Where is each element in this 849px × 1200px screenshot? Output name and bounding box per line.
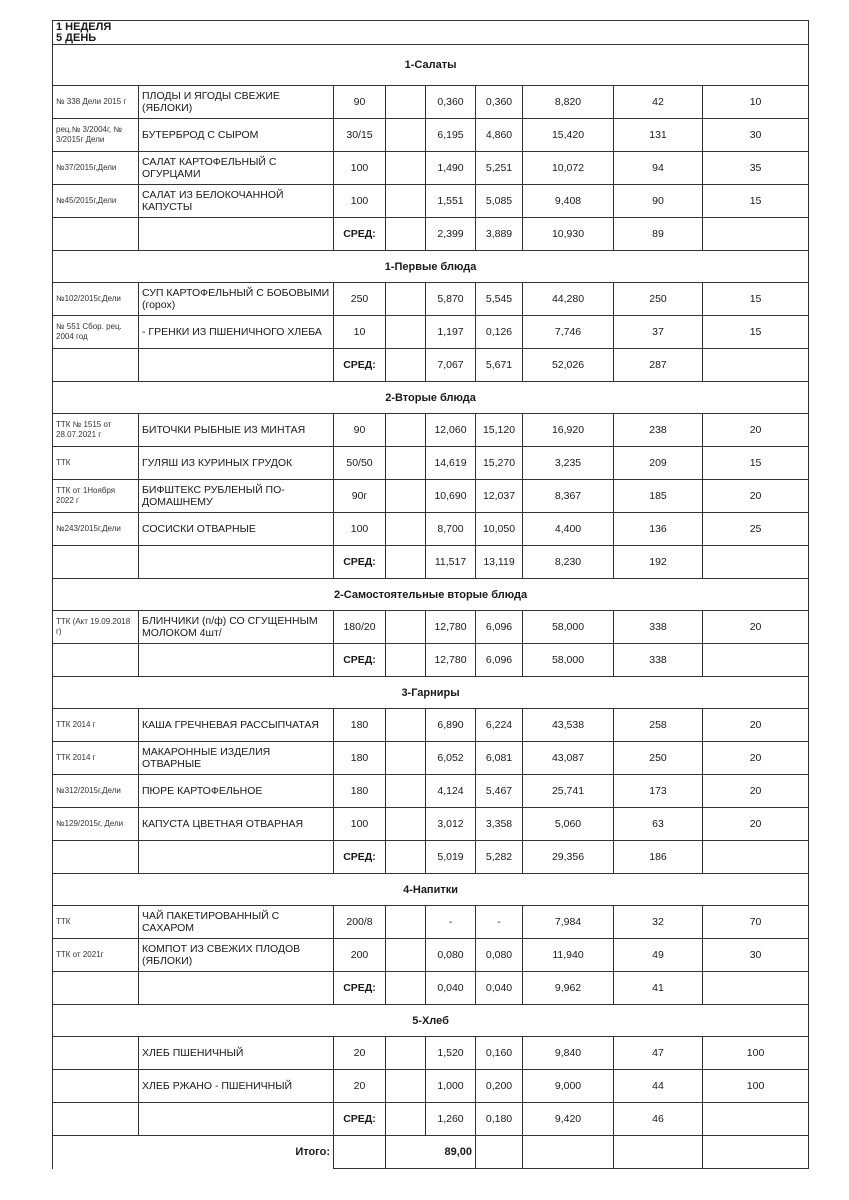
fat-value: 6,224 (476, 709, 523, 742)
dish-row (53, 775, 809, 808)
protein-value: 1,490 (426, 152, 476, 185)
fat-value: 5,545 (476, 283, 523, 316)
blank-cell (139, 546, 334, 579)
blank-cell (53, 841, 139, 874)
energy-value: 185 (614, 480, 703, 513)
recipe-reference: № 551 Сбор. рец. 2004 год (53, 316, 139, 349)
carbs-value: 10,072 (523, 152, 614, 185)
portion-weight: 90 (334, 86, 386, 119)
blank-cell (703, 218, 809, 251)
avg-fat: 3,889 (476, 218, 523, 251)
energy-value: 63 (614, 808, 703, 841)
protein-value: 12,780 (426, 611, 476, 644)
energy-value: 90 (614, 185, 703, 218)
dish-name: СОСИСКИ ОТВАРНЫЕ (139, 513, 334, 546)
price-value: 15 (703, 283, 809, 316)
energy-value: 338 (614, 611, 703, 644)
blank-cell (386, 1037, 426, 1070)
blank-cell (703, 644, 809, 677)
portion-weight: 30/15 (334, 119, 386, 152)
average-label: СРЕД: (334, 841, 386, 874)
recipe-reference: ТТК № 1515 от 28.07.2021 г (53, 414, 139, 447)
dish-name: ЧАЙ ПАКЕТИРОВАННЫЙ С САХАРОМ (139, 906, 334, 939)
recipe-reference: №129/2015г, Дели (53, 808, 139, 841)
section-title: 3-Гарниры (53, 677, 809, 709)
price-value: 10 (703, 86, 809, 119)
recipe-reference: ТТК (53, 906, 139, 939)
fat-value: 5,467 (476, 775, 523, 808)
total-value: 89,00 (386, 1136, 476, 1169)
average-label: СРЕД: (334, 644, 386, 677)
recipe-reference: №37/2015г,Дели (53, 152, 139, 185)
protein-value: 10,690 (426, 480, 476, 513)
dish-name: ГУЛЯШ ИЗ КУРИНЫХ ГРУДОК (139, 447, 334, 480)
blank-cell (386, 906, 426, 939)
dish-name: КАША ГРЕЧНЕВАЯ РАССЫПЧАТАЯ (139, 709, 334, 742)
avg-energy: 287 (614, 349, 703, 382)
price-value: 15 (703, 316, 809, 349)
protein-value: 6,195 (426, 119, 476, 152)
section-header (53, 579, 809, 611)
protein-value: 0,360 (426, 86, 476, 119)
carbs-value: 25,741 (523, 775, 614, 808)
week-label: 1 НЕДЕЛЯ (56, 21, 112, 33)
carbs-value: 11,940 (523, 939, 614, 972)
average-row (53, 349, 809, 382)
section-header (53, 251, 809, 283)
dish-name: КАПУСТА ЦВЕТНАЯ ОТВАРНАЯ (139, 808, 334, 841)
avg-fat: 5,282 (476, 841, 523, 874)
section-title: 1-Первые блюда (53, 251, 809, 283)
dish-name: БИТОЧКИ РЫБНЫЕ ИЗ МИНТАЯ (139, 414, 334, 447)
fat-value: 0,360 (476, 86, 523, 119)
price-value: 30 (703, 939, 809, 972)
energy-value: 209 (614, 447, 703, 480)
avg-protein: 11,517 (426, 546, 476, 579)
dish-name: ХЛЕБ РЖАНО - ПШЕНИЧНЫЙ (139, 1070, 334, 1103)
portion-weight: 90 (334, 414, 386, 447)
protein-value: 6,890 (426, 709, 476, 742)
blank-cell (53, 644, 139, 677)
section-header (53, 382, 809, 414)
blank-cell (53, 546, 139, 579)
blank-cell (614, 1136, 703, 1169)
blank-cell (703, 1103, 809, 1136)
blank-cell (386, 185, 426, 218)
protein-value: 5,870 (426, 283, 476, 316)
blank-cell (386, 447, 426, 480)
energy-value: 238 (614, 414, 703, 447)
protein-value: - (426, 906, 476, 939)
dish-row (53, 939, 809, 972)
price-value: 20 (703, 480, 809, 513)
blank-cell (139, 349, 334, 382)
recipe-reference: рец.№ 3/2004г, № 3/2015г Дели (53, 119, 139, 152)
fat-value: 15,120 (476, 414, 523, 447)
blank-cell (386, 283, 426, 316)
recipe-reference: №312/2015г,Дели (53, 775, 139, 808)
recipe-reference: №102/2015г,Дели (53, 283, 139, 316)
energy-value: 44 (614, 1070, 703, 1103)
protein-value: 6,052 (426, 742, 476, 775)
section-title: 2-Вторые блюда (53, 382, 809, 414)
dish-row (53, 86, 809, 119)
price-value: 20 (703, 808, 809, 841)
avg-energy: 46 (614, 1103, 703, 1136)
price-value: 25 (703, 513, 809, 546)
total-label: Итого: (53, 1136, 334, 1169)
avg-fat: 5,671 (476, 349, 523, 382)
dish-row (53, 611, 809, 644)
average-label: СРЕД: (334, 1103, 386, 1136)
section-title: 4-Напитки (53, 874, 809, 906)
blank-cell (139, 644, 334, 677)
avg-carbs: 52,026 (523, 349, 614, 382)
carbs-value: 8,367 (523, 480, 614, 513)
energy-value: 94 (614, 152, 703, 185)
blank-cell (53, 349, 139, 382)
recipe-reference (53, 1070, 139, 1103)
blank-cell (386, 1103, 426, 1136)
portion-weight: 100 (334, 185, 386, 218)
dish-name: БИФШТЕКС РУБЛЕНЫЙ ПО-ДОМАШНЕМУ (139, 480, 334, 513)
avg-energy: 89 (614, 218, 703, 251)
energy-value: 258 (614, 709, 703, 742)
dish-row (53, 152, 809, 185)
energy-value: 131 (614, 119, 703, 152)
price-value: 30 (703, 119, 809, 152)
fat-value: 10,050 (476, 513, 523, 546)
carbs-value: 43,538 (523, 709, 614, 742)
section-title: 5-Хлеб (53, 1005, 809, 1037)
avg-energy: 192 (614, 546, 703, 579)
blank-cell (386, 480, 426, 513)
carbs-value: 3,235 (523, 447, 614, 480)
portion-weight: 100 (334, 152, 386, 185)
fat-value: 6,096 (476, 611, 523, 644)
dish-name: САЛАТ ИЗ БЕЛОКОЧАННОЙ КАПУСТЫ (139, 185, 334, 218)
avg-energy: 338 (614, 644, 703, 677)
dish-row (53, 1037, 809, 1070)
energy-value: 173 (614, 775, 703, 808)
protein-value: 0,080 (426, 939, 476, 972)
total-row (53, 1136, 809, 1169)
carbs-value: 58,000 (523, 611, 614, 644)
avg-energy: 41 (614, 972, 703, 1005)
avg-carbs: 58,000 (523, 644, 614, 677)
fat-value: 5,251 (476, 152, 523, 185)
price-value: 20 (703, 414, 809, 447)
average-label: СРЕД: (334, 349, 386, 382)
carbs-value: 9,000 (523, 1070, 614, 1103)
average-row (53, 218, 809, 251)
price-value: 35 (703, 152, 809, 185)
blank-cell (386, 152, 426, 185)
portion-weight: 250 (334, 283, 386, 316)
carbs-value: 7,746 (523, 316, 614, 349)
carbs-value: 7,984 (523, 906, 614, 939)
price-value: 70 (703, 906, 809, 939)
recipe-reference: №243/2015г,Дели (53, 513, 139, 546)
dish-row (53, 185, 809, 218)
recipe-reference: ТТК 2014 г (53, 709, 139, 742)
dish-name: СУП КАРТОФЕЛЬНЫЙ С БОБОВЫМИ (горох) (139, 283, 334, 316)
carbs-value: 8,820 (523, 86, 614, 119)
portion-weight: 20 (334, 1037, 386, 1070)
blank-cell (703, 972, 809, 1005)
portion-weight: 180 (334, 742, 386, 775)
energy-value: 42 (614, 86, 703, 119)
blank-cell (139, 972, 334, 1005)
portion-weight: 90г (334, 480, 386, 513)
dish-row (53, 414, 809, 447)
protein-value: 1,000 (426, 1070, 476, 1103)
blank-cell (386, 546, 426, 579)
blank-cell (386, 316, 426, 349)
energy-value: 250 (614, 283, 703, 316)
avg-carbs: 10,930 (523, 218, 614, 251)
blank-cell (386, 218, 426, 251)
carbs-value: 43,087 (523, 742, 614, 775)
fat-value: - (476, 906, 523, 939)
avg-energy: 186 (614, 841, 703, 874)
avg-fat: 13,119 (476, 546, 523, 579)
blank-cell (53, 972, 139, 1005)
price-value: 100 (703, 1037, 809, 1070)
dish-row (53, 283, 809, 316)
average-row (53, 972, 809, 1005)
dish-name: ХЛЕБ ПШЕНИЧНЫЙ (139, 1037, 334, 1070)
average-row (53, 644, 809, 677)
fat-value: 0,200 (476, 1070, 523, 1103)
header-row (53, 21, 809, 45)
avg-protein: 12,780 (426, 644, 476, 677)
fat-value: 4,860 (476, 119, 523, 152)
blank-cell (53, 218, 139, 251)
blank-cell (386, 611, 426, 644)
section-header (53, 45, 809, 86)
recipe-reference: ТТК от 1Ноября 2022 г (53, 480, 139, 513)
portion-weight: 200 (334, 939, 386, 972)
avg-protein: 7,067 (426, 349, 476, 382)
carbs-value: 4,400 (523, 513, 614, 546)
carbs-value: 44,280 (523, 283, 614, 316)
blank-cell (139, 1103, 334, 1136)
carbs-value: 9,840 (523, 1037, 614, 1070)
protein-value: 1,520 (426, 1037, 476, 1070)
protein-value: 1,551 (426, 185, 476, 218)
avg-carbs: 9,962 (523, 972, 614, 1005)
dish-name: БЛИНЧИКИ (п/ф) СО СГУЩЕННЫМ МОЛОКОМ 4шт/ (139, 611, 334, 644)
blank-cell (386, 808, 426, 841)
fat-value: 0,126 (476, 316, 523, 349)
dish-name: БУТЕРБРОД С СЫРОМ (139, 119, 334, 152)
dish-row (53, 447, 809, 480)
blank-cell (386, 841, 426, 874)
section-title: 1-Салаты (53, 45, 809, 86)
fat-value: 3,358 (476, 808, 523, 841)
protein-value: 3,012 (426, 808, 476, 841)
energy-value: 47 (614, 1037, 703, 1070)
energy-value: 37 (614, 316, 703, 349)
portion-weight: 100 (334, 808, 386, 841)
blank-cell (703, 1136, 809, 1169)
dish-row (53, 1070, 809, 1103)
price-value: 20 (703, 611, 809, 644)
blank-cell (386, 939, 426, 972)
section-title: 2-Самостоятельные вторые блюда (53, 579, 809, 611)
portion-weight: 180/20 (334, 611, 386, 644)
recipe-reference: №45/2015г,Дели (53, 185, 139, 218)
section-header (53, 874, 809, 906)
blank-cell (386, 414, 426, 447)
blank-cell (703, 841, 809, 874)
carbs-value: 9,408 (523, 185, 614, 218)
carbs-value: 15,420 (523, 119, 614, 152)
day-label: 5 ДЕНЬ (56, 32, 97, 44)
recipe-reference: № 338 Дели 2015 г (53, 86, 139, 119)
dish-row (53, 480, 809, 513)
dish-name: ПЮРЕ КАРТОФЕЛЬНОЕ (139, 775, 334, 808)
energy-value: 136 (614, 513, 703, 546)
blank-cell (53, 1103, 139, 1136)
protein-value: 1,197 (426, 316, 476, 349)
blank-cell (476, 1136, 523, 1169)
blank-cell (386, 513, 426, 546)
energy-value: 32 (614, 906, 703, 939)
blank-cell (334, 1136, 386, 1169)
recipe-reference (53, 1037, 139, 1070)
portion-weight: 180 (334, 775, 386, 808)
recipe-reference: ТТК 2014 г (53, 742, 139, 775)
blank-cell (703, 349, 809, 382)
avg-protein: 0,040 (426, 972, 476, 1005)
portion-weight: 50/50 (334, 447, 386, 480)
fat-value: 0,160 (476, 1037, 523, 1070)
avg-fat: 6,096 (476, 644, 523, 677)
section-header (53, 677, 809, 709)
avg-protein: 1,260 (426, 1103, 476, 1136)
portion-weight: 10 (334, 316, 386, 349)
blank-cell (386, 1070, 426, 1103)
protein-value: 12,060 (426, 414, 476, 447)
portion-weight: 100 (334, 513, 386, 546)
section-header (53, 1005, 809, 1037)
avg-carbs: 8,230 (523, 546, 614, 579)
dish-row (53, 808, 809, 841)
price-value: 20 (703, 775, 809, 808)
dish-name: МАКАРОННЫЕ ИЗДЕЛИЯ ОТВАРНЫЕ (139, 742, 334, 775)
fat-value: 12,037 (476, 480, 523, 513)
blank-cell (703, 546, 809, 579)
price-value: 20 (703, 742, 809, 775)
avg-protein: 2,399 (426, 218, 476, 251)
blank-cell (386, 972, 426, 1005)
blank-cell (386, 119, 426, 152)
dish-row (53, 513, 809, 546)
portion-weight: 180 (334, 709, 386, 742)
average-label: СРЕД: (334, 972, 386, 1005)
dish-name: САЛАТ КАРТОФЕЛЬНЫЙ С ОГУРЦАМИ (139, 152, 334, 185)
dish-row (53, 709, 809, 742)
average-row (53, 546, 809, 579)
avg-protein: 5,019 (426, 841, 476, 874)
average-label: СРЕД: (334, 546, 386, 579)
blank-cell (386, 742, 426, 775)
protein-value: 8,700 (426, 513, 476, 546)
dish-row (53, 742, 809, 775)
blank-cell (386, 644, 426, 677)
price-value: 15 (703, 185, 809, 218)
energy-value: 49 (614, 939, 703, 972)
price-value: 20 (703, 709, 809, 742)
recipe-reference: ТТК (Акт 19.09.2018 г) (53, 611, 139, 644)
blank-cell (386, 349, 426, 382)
blank-cell (386, 86, 426, 119)
average-row (53, 1103, 809, 1136)
fat-value: 15,270 (476, 447, 523, 480)
dish-row (53, 119, 809, 152)
price-value: 15 (703, 447, 809, 480)
recipe-reference: ТТК (53, 447, 139, 480)
blank-cell (139, 841, 334, 874)
carbs-value: 5,060 (523, 808, 614, 841)
blank-cell (523, 1136, 614, 1169)
portion-weight: 20 (334, 1070, 386, 1103)
protein-value: 14,619 (426, 447, 476, 480)
dish-name: КОМПОТ ИЗ СВЕЖИХ ПЛОДОВ (ЯБЛОКИ) (139, 939, 334, 972)
avg-fat: 0,180 (476, 1103, 523, 1136)
price-value: 100 (703, 1070, 809, 1103)
average-row (53, 841, 809, 874)
blank-cell (386, 775, 426, 808)
average-label: СРЕД: (334, 218, 386, 251)
avg-carbs: 9,420 (523, 1103, 614, 1136)
dish-name: - ГРЕНКИ ИЗ ПШЕНИЧНОГО ХЛЕБА (139, 316, 334, 349)
avg-fat: 0,040 (476, 972, 523, 1005)
fat-value: 5,085 (476, 185, 523, 218)
portion-weight: 200/8 (334, 906, 386, 939)
fat-value: 0,080 (476, 939, 523, 972)
energy-value: 250 (614, 742, 703, 775)
dish-row (53, 906, 809, 939)
recipe-reference: ТТК от 2021г (53, 939, 139, 972)
dish-row (53, 316, 809, 349)
menu-table (52, 20, 809, 1169)
blank-cell (139, 218, 334, 251)
fat-value: 6,081 (476, 742, 523, 775)
dish-name: ПЛОДЫ И ЯГОДЫ СВЕЖИЕ (ЯБЛОКИ) (139, 86, 334, 119)
blank-cell (386, 709, 426, 742)
carbs-value: 16,920 (523, 414, 614, 447)
protein-value: 4,124 (426, 775, 476, 808)
avg-carbs: 29,356 (523, 841, 614, 874)
